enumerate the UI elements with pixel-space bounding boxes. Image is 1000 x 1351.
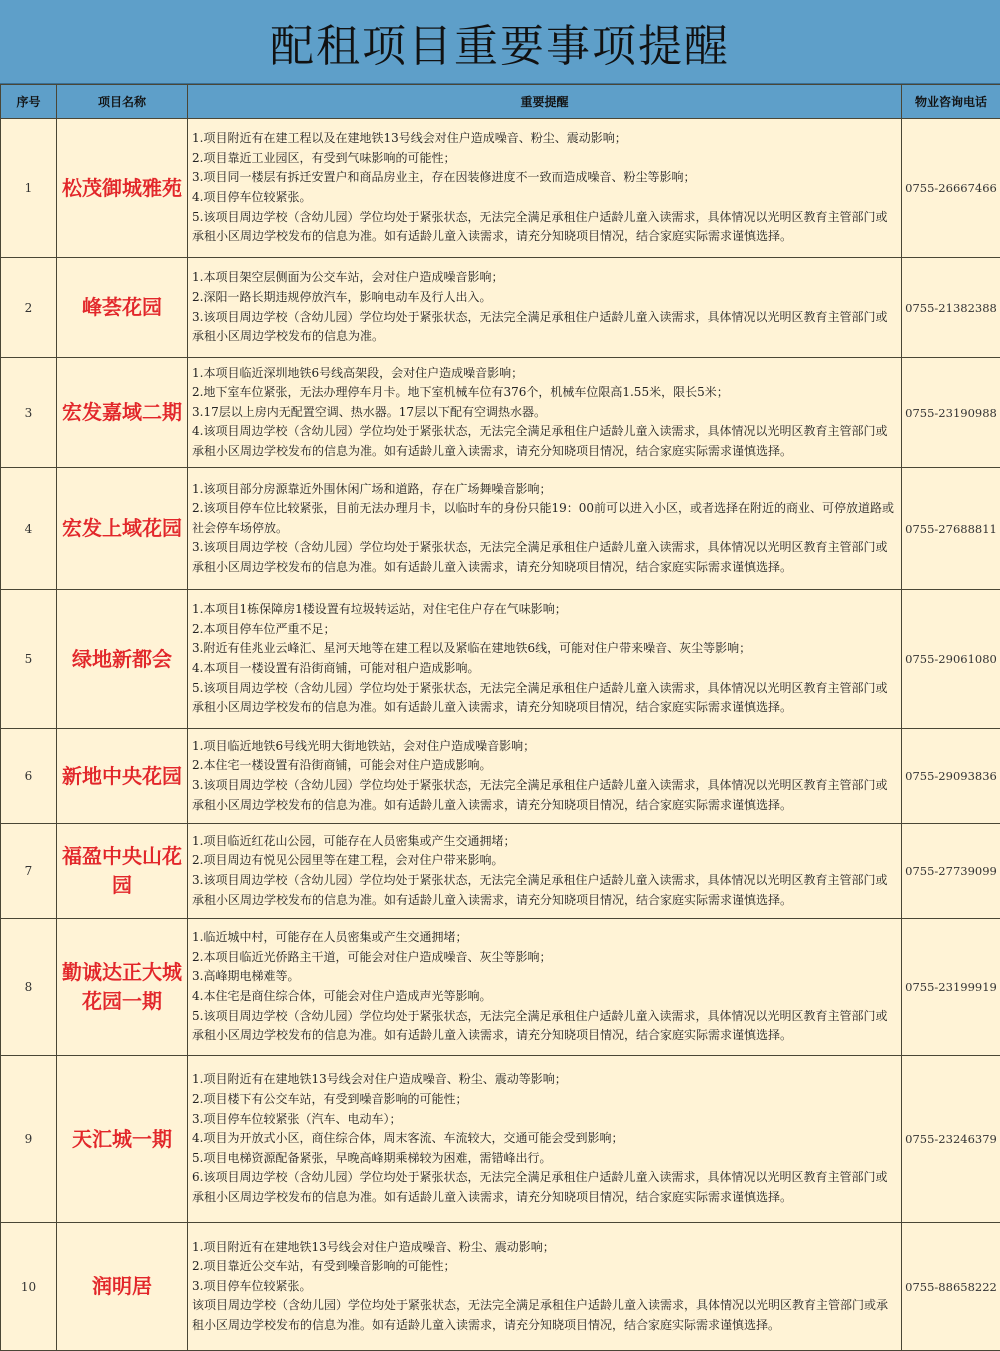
property-phone: 0755-23190988 bbox=[902, 358, 1000, 468]
table-row bbox=[1, 590, 1000, 729]
row-index: 5 bbox=[1, 590, 57, 729]
reminder-item: 1.本项目临近深圳地铁6号线高架段，会对住户造成噪音影响； bbox=[192, 364, 897, 384]
reminder-notes bbox=[188, 919, 902, 1056]
table-row bbox=[1, 468, 1000, 590]
project-name: 绿地新都会 bbox=[57, 590, 188, 729]
row-index: 2 bbox=[1, 258, 57, 358]
table-row bbox=[1, 824, 1000, 919]
column-header-index: 序号 bbox=[1, 85, 57, 119]
property-phone: 0755-29061080 bbox=[902, 590, 1000, 729]
row-index: 9 bbox=[1, 1056, 57, 1223]
reminder-item: 1.项目附近有在建地铁13号线会对住户造成噪音、粉尘、震动等影响； bbox=[192, 1070, 897, 1090]
table-row bbox=[1, 1056, 1000, 1223]
project-name: 新地中央花园 bbox=[57, 729, 188, 824]
reminder-notes bbox=[188, 358, 902, 468]
reminder-notes bbox=[188, 590, 902, 729]
row-index: 10 bbox=[1, 1223, 57, 1351]
reminder-item: 5.该项目周边学校（含幼儿园）学位均处于紧张状态，无法完全满足承租住户适龄儿童入读需求，具体情况以光明区教育主管部门或承租小区周边学校发布的信息为准。如有适龄儿童入读需求，请充分知晓项目情况，结合家庭实际需求谨慎选择。 bbox=[192, 1007, 897, 1046]
property-phone: 0755-23199919 bbox=[902, 919, 1000, 1056]
reminder-item: 3.高峰期电梯难等。 bbox=[192, 967, 897, 987]
row-index: 7 bbox=[1, 824, 57, 919]
reminder-item: 1.项目临近红花山公园，可能存在人员密集或产生交通拥堵； bbox=[192, 832, 897, 852]
row-index: 6 bbox=[1, 729, 57, 824]
property-phone: 0755-23246379 bbox=[902, 1056, 1000, 1223]
reminder-item: 5.项目电梯资源配备紧张，早晚高峰期乘梯较为困难，需错峰出行。 bbox=[192, 1149, 897, 1169]
reminder-item: 3.该项目周边学校（含幼儿园）学位均处于紧张状态，无法完全满足承租住户适龄儿童入读需求，具体情况以光明区教育主管部门或承租小区周边学校发布的信息为准。如有适龄儿童入读需求，请充分知晓项目情况，结合家庭实际需求谨慎选择。 bbox=[192, 538, 897, 577]
project-reminder-table bbox=[0, 84, 1000, 1351]
column-header-notes: 重要提醒 bbox=[188, 85, 902, 119]
reminder-notes bbox=[188, 824, 902, 919]
property-phone: 0755-27688811 bbox=[902, 468, 1000, 590]
project-name: 天汇城一期 bbox=[57, 1056, 188, 1223]
reminder-item: 2.深阳一路长期违规停放汽车，影响电动车及行人出入。 bbox=[192, 288, 897, 308]
reminder-notes bbox=[188, 468, 902, 590]
reminder-item: 3.该项目周边学校（含幼儿园）学位均处于紧张状态，无法完全满足承租住户适龄儿童入读需求，具体情况以光明区教育主管部门或承租小区周边学校发布的信息为准。如有适龄儿童入读需求，请充分知晓项目情况，结合家庭实际需求谨慎选择。 bbox=[192, 871, 897, 910]
column-header-name: 项目名称 bbox=[57, 85, 188, 119]
reminder-item: 1.本项目1栋保障房1楼设置有垃圾转运站，对住宅住户存在气味影响； bbox=[192, 600, 897, 620]
table-row bbox=[1, 1223, 1000, 1351]
table-header-row bbox=[1, 85, 1000, 119]
property-phone: 0755-29093836 bbox=[902, 729, 1000, 824]
reminder-item: 4.本项目一楼设置有沿街商铺，可能对租户造成影响。 bbox=[192, 659, 897, 679]
reminder-item: 1.该项目部分房源靠近外围休闲广场和道路，存在广场舞噪音影响； bbox=[192, 480, 897, 500]
reminder-item: 1.项目临近地铁6号线光明大街地铁站，会对住户造成噪音影响； bbox=[192, 737, 897, 757]
row-index: 1 bbox=[1, 119, 57, 258]
table-row bbox=[1, 258, 1000, 358]
project-name: 峰荟花园 bbox=[57, 258, 188, 358]
reminder-item: 5.该项目周边学校（含幼儿园）学位均处于紧张状态，无法完全满足承租住户适龄儿童入读需求，具体情况以光明区教育主管部门或承租小区周边学校发布的信息为准。如有适龄儿童入读需求，请充分知晓项目情况，结合家庭实际需求谨慎选择。 bbox=[192, 679, 897, 718]
table-body bbox=[1, 119, 1000, 1351]
reminder-item: 4.项目停车位较紧张。 bbox=[192, 188, 897, 208]
reminder-item: 2.项目周边有悦见公园里等在建工程，会对住户带来影响。 bbox=[192, 851, 897, 871]
reminder-item: 3.项目同一楼层有拆迁安置户和商品房业主，存在因装修进度不一致而造成噪音、粉尘等影响； bbox=[192, 168, 897, 188]
project-name: 勤诚达正大城花园一期 bbox=[57, 919, 188, 1056]
reminder-item: 2.本住宅一楼设置有沿街商铺，可能会对住户造成影响。 bbox=[192, 756, 897, 776]
table-row bbox=[1, 119, 1000, 258]
reminder-notes bbox=[188, 258, 902, 358]
column-header-phone: 物业咨询电话 bbox=[902, 85, 1000, 119]
reminder-notes bbox=[188, 1056, 902, 1223]
reminder-item: 该项目周边学校（含幼儿园）学位均处于紧张状态，无法完全满足承租住户适龄儿童入读需求，具体情况以光明区教育主管部门或承租小区周边学校发布的信息为准。如有适龄儿童入读需求，请充分知晓项目情况，结合家庭实际需求谨慎选择。 bbox=[192, 1296, 897, 1335]
reminder-item: 2.地下室车位紧张，无法办理停车月卡。地下室机械车位有376个，机械车位限高1.55米，限长5米； bbox=[192, 383, 897, 403]
property-phone: 0755-88658222 bbox=[902, 1223, 1000, 1351]
reminder-item: 3.该项目周边学校（含幼儿园）学位均处于紧张状态，无法完全满足承租住户适龄儿童入读需求，具体情况以光明区教育主管部门或承租小区周边学校发布的信息为准。 bbox=[192, 308, 897, 347]
reminder-item: 3.项目停车位较紧张。 bbox=[192, 1277, 897, 1297]
reminder-item: 5.该项目周边学校（含幼儿园）学位均处于紧张状态，无法完全满足承租住户适龄儿童入读需求，具体情况以光明区教育主管部门或承租小区周边学校发布的信息为准。如有适龄儿童入读需求，请充分知晓项目情况，结合家庭实际需求谨慎选择。 bbox=[192, 208, 897, 247]
property-phone: 0755-21382388 bbox=[902, 258, 1000, 358]
row-index: 3 bbox=[1, 358, 57, 468]
reminder-item: 3.项目停车位较紧张（汽车、电动车）； bbox=[192, 1110, 897, 1130]
reminder-item: 2.本项目临近光侨路主干道，可能会对住户造成噪音、灰尘等影响； bbox=[192, 948, 897, 968]
title-banner bbox=[0, 0, 1000, 84]
reminder-notes bbox=[188, 1223, 902, 1351]
reminder-item: 4.项目为开放式小区，商住综合体，周末客流、车流较大，交通可能会受到影响； bbox=[192, 1129, 897, 1149]
reminder-notes bbox=[188, 729, 902, 824]
reminder-item: 1.项目附近有在建地铁13号线会对住户造成噪音、粉尘、震动影响； bbox=[192, 1238, 897, 1258]
reminder-item: 2.项目靠近公交车站，有受到噪音影响的可能性； bbox=[192, 1257, 897, 1277]
reminder-item: 1.项目附近有在建工程以及在建地铁13号线会对住户造成噪音、粉尘、震动影响； bbox=[192, 129, 897, 149]
reminder-item: 4.该项目周边学校（含幼儿园）学位均处于紧张状态，无法完全满足承租住户适龄儿童入读需求，具体情况以光明区教育主管部门或承租小区周边学校发布的信息为准。如有适龄儿童入读需求，请充分知晓项目情况，结合家庭实际需求谨慎选择。 bbox=[192, 422, 897, 461]
reminder-item: 1.临近城中村，可能存在人员密集或产生交通拥堵； bbox=[192, 928, 897, 948]
reminder-item: 2.项目楼下有公交车站，有受到噪音影响的可能性； bbox=[192, 1090, 897, 1110]
reminder-item: 3.17层以上房内无配置空调、热水器。17层以下配有空调热水器。 bbox=[192, 403, 897, 423]
reminder-item: 2.项目靠近工业园区，有受到气味影响的可能性； bbox=[192, 149, 897, 169]
reminder-item: 3.该项目周边学校（含幼儿园）学位均处于紧张状态，无法完全满足承租住户适龄儿童入读需求，具体情况以光明区教育主管部门或承租小区周边学校发布的信息为准。如有适龄儿童入读需求，请充分知晓项目情况，结合家庭实际需求谨慎选择。 bbox=[192, 776, 897, 815]
project-name: 宏发嘉域二期 bbox=[57, 358, 188, 468]
table-row bbox=[1, 919, 1000, 1056]
reminder-notes bbox=[188, 119, 902, 258]
project-name: 福盈中央山花园 bbox=[57, 824, 188, 919]
row-index: 8 bbox=[1, 919, 57, 1056]
page-title: 配租项目重要事项提醒 bbox=[270, 10, 730, 74]
reminder-item: 6.该项目周边学校（含幼儿园）学位均处于紧张状态，无法完全满足承租住户适龄儿童入读需求，具体情况以光明区教育主管部门或承租小区周边学校发布的信息为准。如有适龄儿童入读需求，请充分知晓项目情况，结合家庭实际需求谨慎选择。 bbox=[192, 1168, 897, 1207]
reminder-item: 2.该项目停车位比较紧张，目前无法办理月卡，以临时车的身份只能19：00前可以进入小区，或者选择在附近的商业、可停放道路或社会停车场停放。 bbox=[192, 499, 897, 538]
project-name: 松茂御城雅苑 bbox=[57, 119, 188, 258]
property-phone: 0755-26667466 bbox=[902, 119, 1000, 258]
reminder-item: 1.本项目架空层侧面为公交车站，会对住户造成噪音影响； bbox=[192, 268, 897, 288]
reminder-item: 2.本项目停车位严重不足； bbox=[192, 620, 897, 640]
table-row bbox=[1, 358, 1000, 468]
reminder-item: 3.附近有佳兆业云峰汇、星河天地等在建工程以及紧临在建地铁6线，可能对住户带来噪音、灰尘等影响； bbox=[192, 639, 897, 659]
table-row bbox=[1, 729, 1000, 824]
row-index: 4 bbox=[1, 468, 57, 590]
reminder-item: 4.本住宅是商住综合体，可能会对住户造成声光等影响。 bbox=[192, 987, 897, 1007]
property-phone: 0755-27739099 bbox=[902, 824, 1000, 919]
project-name: 润明居 bbox=[57, 1223, 188, 1351]
project-name: 宏发上域花园 bbox=[57, 468, 188, 590]
